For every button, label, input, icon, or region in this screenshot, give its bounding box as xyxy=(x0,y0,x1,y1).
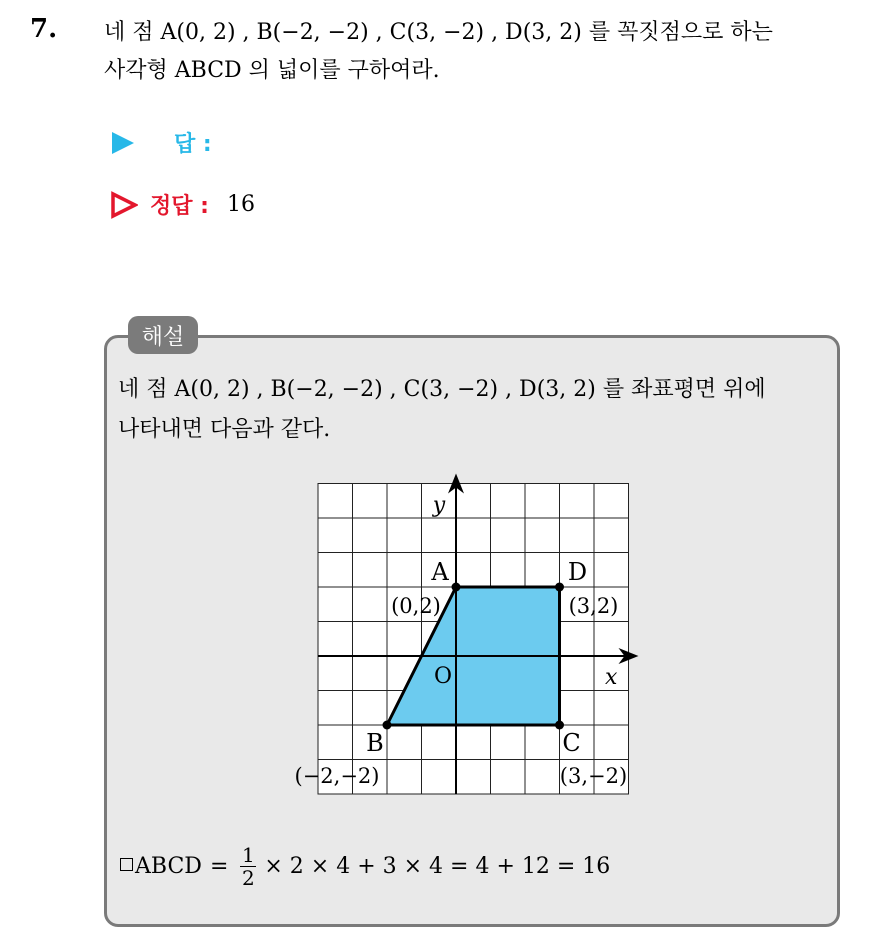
fraction-denominator: 2 xyxy=(242,865,255,890)
point-label-b: B xyxy=(366,729,384,757)
question-line-2: 사각형 ABCD 의 넓이를 구하여라. xyxy=(104,58,440,83)
point-label-c: C xyxy=(562,729,581,757)
solution-line-2: 나타내면 다음과 같다. xyxy=(118,417,331,442)
formula-rest: × 2 × 4 + 3 × 4 = 4 + 12 = 16 xyxy=(264,853,611,879)
y-axis-label: y xyxy=(432,493,446,519)
solution-tab: 해설 xyxy=(128,316,198,354)
correct-answer-value: 16 xyxy=(226,192,255,217)
question-line-1: 네 점 A(0, 2) , B(−2, −2) , C(3, −2) , D(3, 2) 를 꼭짓점으로 하는 xyxy=(104,20,773,45)
fraction xyxy=(240,844,256,889)
question-number: 7. xyxy=(30,14,58,44)
origin-label: O xyxy=(433,664,453,689)
formula-equals: = xyxy=(209,853,229,879)
point-a xyxy=(452,583,461,592)
point-label-a: A xyxy=(431,558,449,586)
quadrilateral-symbol-icon xyxy=(120,858,133,871)
point-coord-c: (3,−2) xyxy=(559,764,628,788)
point-b xyxy=(383,721,392,730)
point-coord-a: (0,2) xyxy=(391,594,441,618)
answer-label: 답 : xyxy=(174,132,212,157)
point-coord-b: (−2,−2) xyxy=(294,764,380,788)
point-label-d: D xyxy=(567,558,588,586)
solution-line-1: 네 점 A(0, 2) , B(−2, −2) , C(3, −2) , D(3, 2) 를 좌표평면 위에 xyxy=(118,377,766,402)
correct-answer-label: 정답 : xyxy=(150,194,209,219)
fraction-numerator: 1 xyxy=(242,842,255,867)
point-d xyxy=(555,583,564,592)
point-coord-d: (3,2) xyxy=(568,594,619,618)
formula-lhs: ABCD xyxy=(135,853,202,879)
area-formula xyxy=(120,836,610,896)
x-axis-label: x xyxy=(605,665,618,690)
